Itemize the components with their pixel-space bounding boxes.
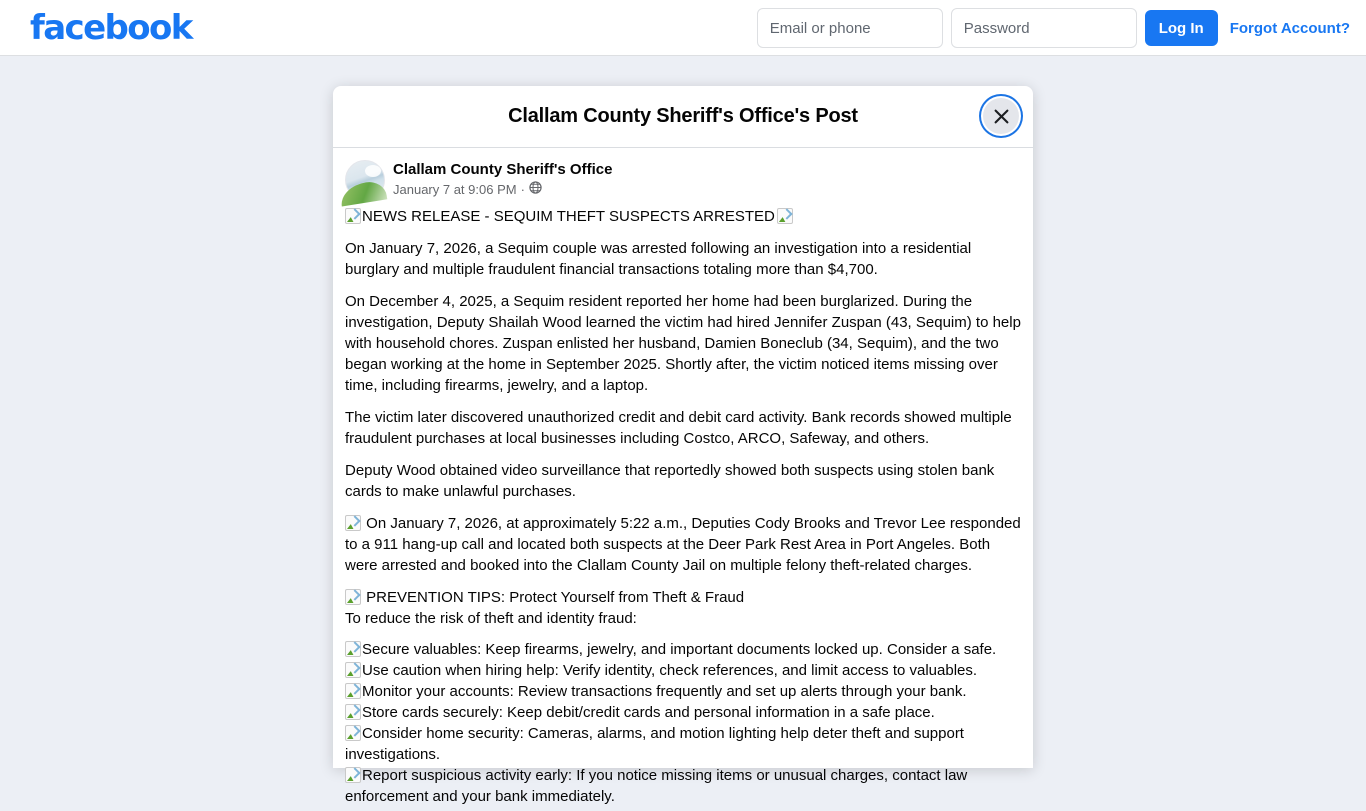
login-form	[757, 8, 1360, 48]
prevention-tip-text: Secure valuables: Keep firearms, jewelry, and important documents locked up. Consider a safe.	[362, 641, 997, 658]
post-dialog	[333, 86, 1033, 805]
prevention-tip-text: Store cards securely: Keep debit/credit cards and personal information in a safe place.	[362, 704, 935, 721]
facebook-top-bar	[0, 0, 1366, 56]
prevention-intro: To reduce the risk of theft and identity fraud:	[345, 610, 637, 627]
password-input[interactable]	[951, 8, 1137, 48]
post-body	[345, 206, 1021, 811]
prevention-heading-line	[345, 587, 1021, 608]
dialog-header	[333, 86, 1033, 148]
post-container	[333, 148, 1033, 811]
post-timestamp[interactable]: January 7 at 9:06 PM	[393, 182, 517, 197]
log-in-button[interactable]: Log In	[1145, 10, 1218, 46]
meta-separator: ·	[520, 182, 525, 197]
post-paragraph: On January 7, 2026, a Sequim couple was arrested following an investigation into a residential burglary and multiple fraudulent financial transactions totaling more than $4,700.	[345, 240, 972, 278]
prevention-tip-text: Use caution when hiring help: Verify identity, check references, and limit access to valuables.	[362, 662, 978, 679]
prevention-tip	[345, 639, 1021, 660]
post-headline-line	[345, 206, 1021, 227]
arrest-paragraph	[345, 513, 1021, 576]
broken-image-icon	[345, 641, 361, 657]
broken-image-icon	[345, 589, 361, 605]
email-or-phone-input[interactable]	[757, 8, 943, 48]
prevention-tip-text: Report suspicious activity early: If you notice missing items or unusual charges, contact law enforcement and your bank immediately.	[345, 767, 968, 805]
prevention-tip-text: Consider home security: Cameras, alarms, and motion lighting help deter theft and support investigations.	[345, 725, 964, 763]
post-author-name[interactable]: Clallam County Sheriff's Office	[393, 161, 613, 178]
broken-image-icon	[345, 767, 361, 783]
broken-image-icon	[345, 725, 361, 741]
post-header	[345, 158, 1021, 206]
prevention-heading-text: PREVENTION TIPS: Protect Yourself from Theft & Fraud	[366, 589, 745, 606]
post-meta	[393, 181, 612, 199]
forgot-account-link[interactable]: Forgot Account?	[1229, 19, 1350, 37]
broken-image-icon	[777, 208, 793, 224]
prevention-tip	[345, 702, 1021, 723]
post-paragraph: Deputy Wood obtained video surveillance that reportedly showed both suspects using stolen bank cards to make unlawful purchases.	[345, 462, 995, 500]
prevention-tip	[345, 765, 1021, 807]
close-icon	[993, 108, 1010, 125]
broken-image-icon	[345, 704, 361, 720]
broken-image-icon	[345, 208, 361, 224]
page-background	[0, 56, 1366, 805]
prevention-tip	[345, 681, 1021, 702]
post-author-block	[393, 160, 612, 199]
post-paragraph: On December 4, 2025, a Sequim resident reported her home had been burglarized. During the investigation, Deputy Shailah Wood learned the victim had hired Jennifer Zuspan (43, Sequim) to help with household chores. Zuspan enlisted her husband, Damien Boneclub (34, Sequim), and the two began working at the home in September 2025. Shortly after, the victim noticed items missing over time, including firearms, jewelry, and a laptop.	[345, 293, 1021, 394]
broken-image-icon	[345, 683, 361, 699]
prevention-tip-text: Monitor your accounts: Review transactions frequently and set up alerts through your bank.	[362, 683, 967, 700]
broken-image-icon	[345, 662, 361, 678]
post-paragraph: The victim later discovered unauthorized credit and debit card activity. Bank records showed multiple fraudulent purchases at local businesses including Costco, ARCO, Safeway, and others.	[345, 409, 1012, 447]
dialog-title: Clallam County Sheriff's Office's Post	[508, 105, 858, 127]
post-headline-text: NEWS RELEASE - SEQUIM THEFT SUSPECTS ARRESTED	[362, 208, 775, 225]
broken-image-icon	[345, 515, 361, 531]
close-dialog-button[interactable]	[983, 98, 1019, 134]
avatar[interactable]	[345, 160, 385, 200]
prevention-tip	[345, 723, 1021, 765]
prevention-tip	[345, 660, 1021, 681]
globe-icon	[529, 181, 542, 199]
facebook-logo[interactable]: facebook	[30, 8, 192, 48]
arrest-paragraph-text: On January 7, 2026, at approximately 5:22 a.m., Deputies Cody Brooks and Trevor Lee responded to a 911 hang-up call and located both suspects at the Deer Park Rest Area in Port Angeles. Both were arrested and booked into the Clallam County Jail on multiple felony theft-related charges.	[345, 515, 1021, 574]
